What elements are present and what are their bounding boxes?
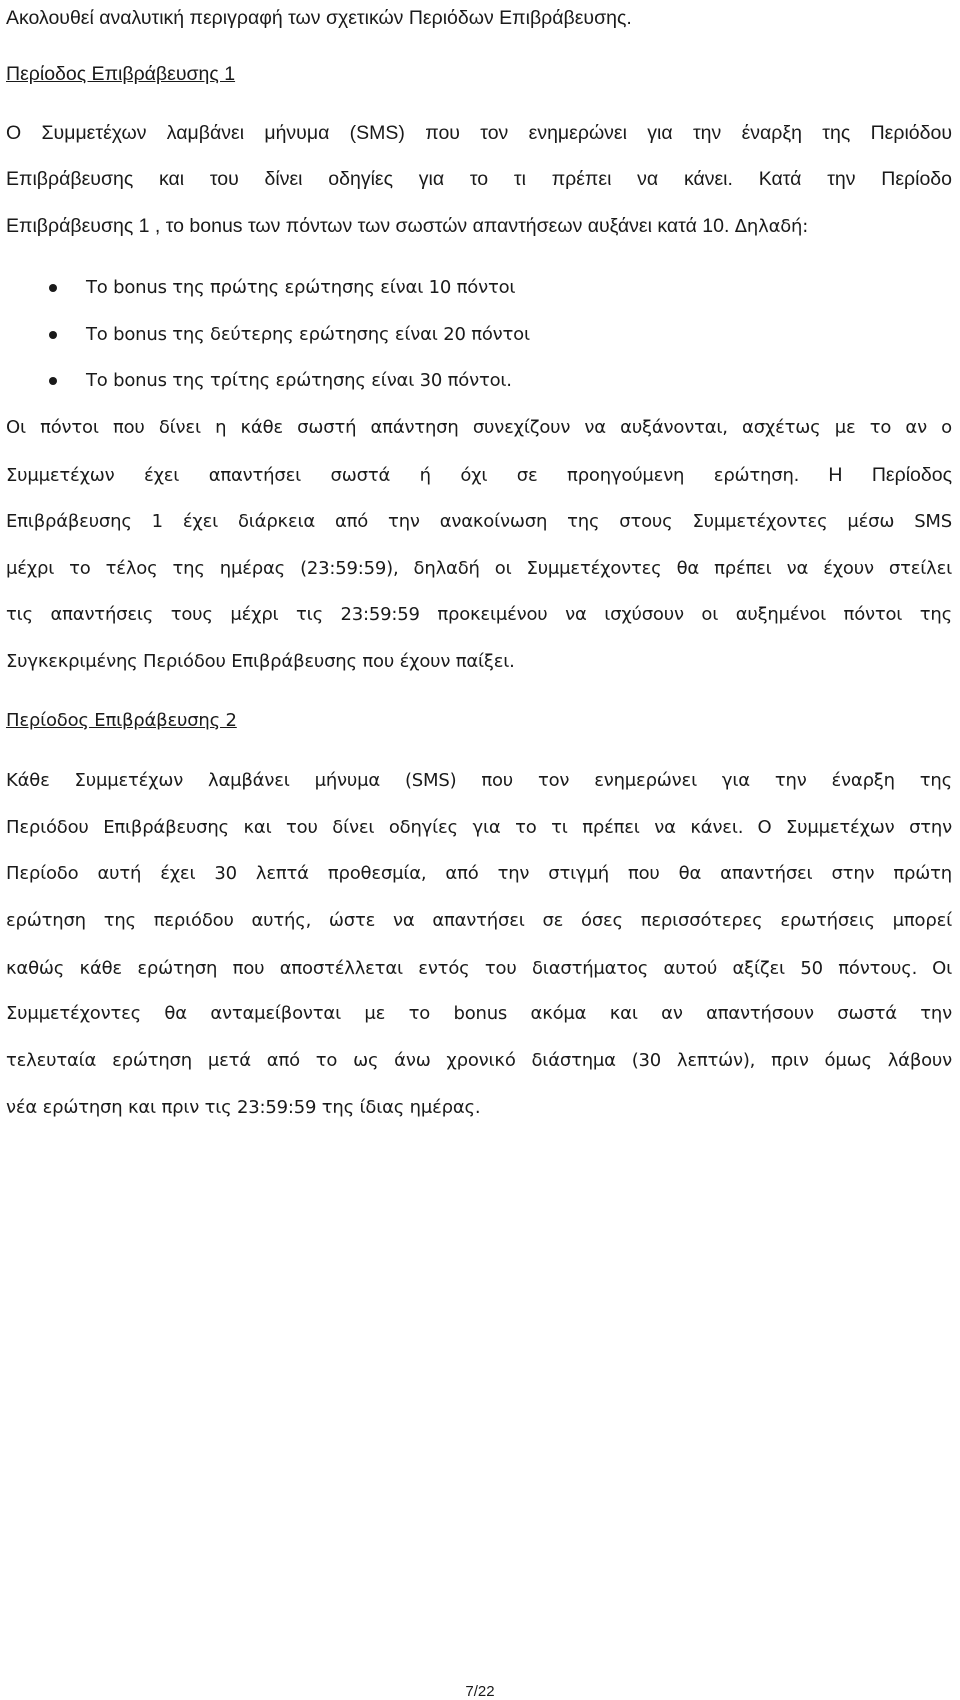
period2-heading: Περίοδος Επιβράβευσης 2 (6, 710, 237, 731)
period2-para-line: Περιόδου Επιβράβευσης και του δίνει οδηγίες για το τι πρέπει να κάνει. Ο Συμμετέχων στην (6, 817, 952, 838)
period1-para2-line: μέχρι το τέλος της ημέρας (23:59:59), δηλαδή οι Συμμετέχοντες θα πρέπει να έχουν στείλει (6, 558, 952, 579)
bullet-item: Το bonus της τρίτης ερώτησης είναι 30 πόντοι. (86, 370, 512, 391)
period2-para-line: Συμμετέχοντες θα ανταμείβονται με το bonus ακόμα και αν απαντήσουν σωστά την (6, 1003, 952, 1024)
period1-para1-line: Επιβράβευσης 1 , το bonus των πόντων των σωστών απαντήσεων αυξάνει κατά 10. Δηλαδή: (6, 215, 809, 237)
period1-para2-line: τις απαντήσεις τους μέχρι τις 23:59:59 προκειμένου να ισχύσουν οι αυξημένοι πόντοι της (6, 604, 952, 625)
intro-text: Ακολουθεί αναλυτική περιγραφή των σχετικών Περιόδων Επιβράβευσης. (6, 7, 632, 29)
period1-para2-line: Οι πόντοι που δίνει η κάθε σωστή απάντηση συνεχίζουν να αυξάνονται, ασχέτως με το αν ο (6, 417, 952, 438)
period2-para-line: νέα ερώτηση και πριν τις 23:59:59 της ίδιας ημέρας. (6, 1097, 481, 1118)
bullet-item: Το bonus της πρώτης ερώτησης είναι 10 πόντοι (86, 277, 516, 298)
period2-para-line: Περίοδο αυτή έχει 30 λεπτά προθεσμία, από την στιγμή που θα απαντήσει στην πρώτη (6, 863, 952, 884)
period1-para2-line: Συγκεκριμένης Περιόδου Επιβράβευσης που έχουν παίξει. (6, 651, 515, 672)
bullet-icon (49, 377, 57, 385)
period2-para-line: τελευταία ερώτηση μετά από το ως άνω χρονικό διάστημα (30 λεπτών), πριν όμως λάβουν (6, 1050, 952, 1071)
period2-para-line: Κάθε Συμμετέχων λαμβάνει μήνυμα (SMS) που τον ενημερώνει για την έναρξη της (6, 770, 952, 791)
bullet-icon (49, 284, 57, 292)
period1-para2-line: Επιβράβευσης 1 έχει διάρκεια από την ανακοίνωση της στους Συμμετέχοντες μέσω SMS (6, 511, 952, 532)
period1-para2-line: Συμμετέχων έχει απαντήσει σωστά ή όχι σε προηγούμενη ερώτηση. Η Περίοδος (6, 464, 952, 486)
period1-para1-line: Ο Συμμετέχων λαμβάνει μήνυμα (SMS) που τον ενημερώνει για την έναρξη της Περιόδου (6, 122, 952, 144)
page-number: 7/22 (465, 1683, 495, 1700)
period1-heading: Περίοδος Επιβράβευσης 1 (6, 63, 236, 85)
period2-para-line: καθώς κάθε ερώτηση που αποστέλλεται εντός του διαστήματος αυτού αξίζει 50 πόντους. Οι (6, 958, 953, 979)
period2-para-line: ερώτηση της περιόδου αυτής, ώστε να απαντήσει σε όσες περισσότερες ερωτήσεις μπορεί (6, 910, 952, 931)
period1-para1-line: Επιβράβευσης και του δίνει οδηγίες για το τι πρέπει να κάνει. Κατά την Περίοδο (6, 168, 952, 190)
bullet-item: Το bonus της δεύτερης ερώτησης είναι 20 πόντοι (86, 324, 530, 345)
bullet-icon (49, 331, 57, 339)
